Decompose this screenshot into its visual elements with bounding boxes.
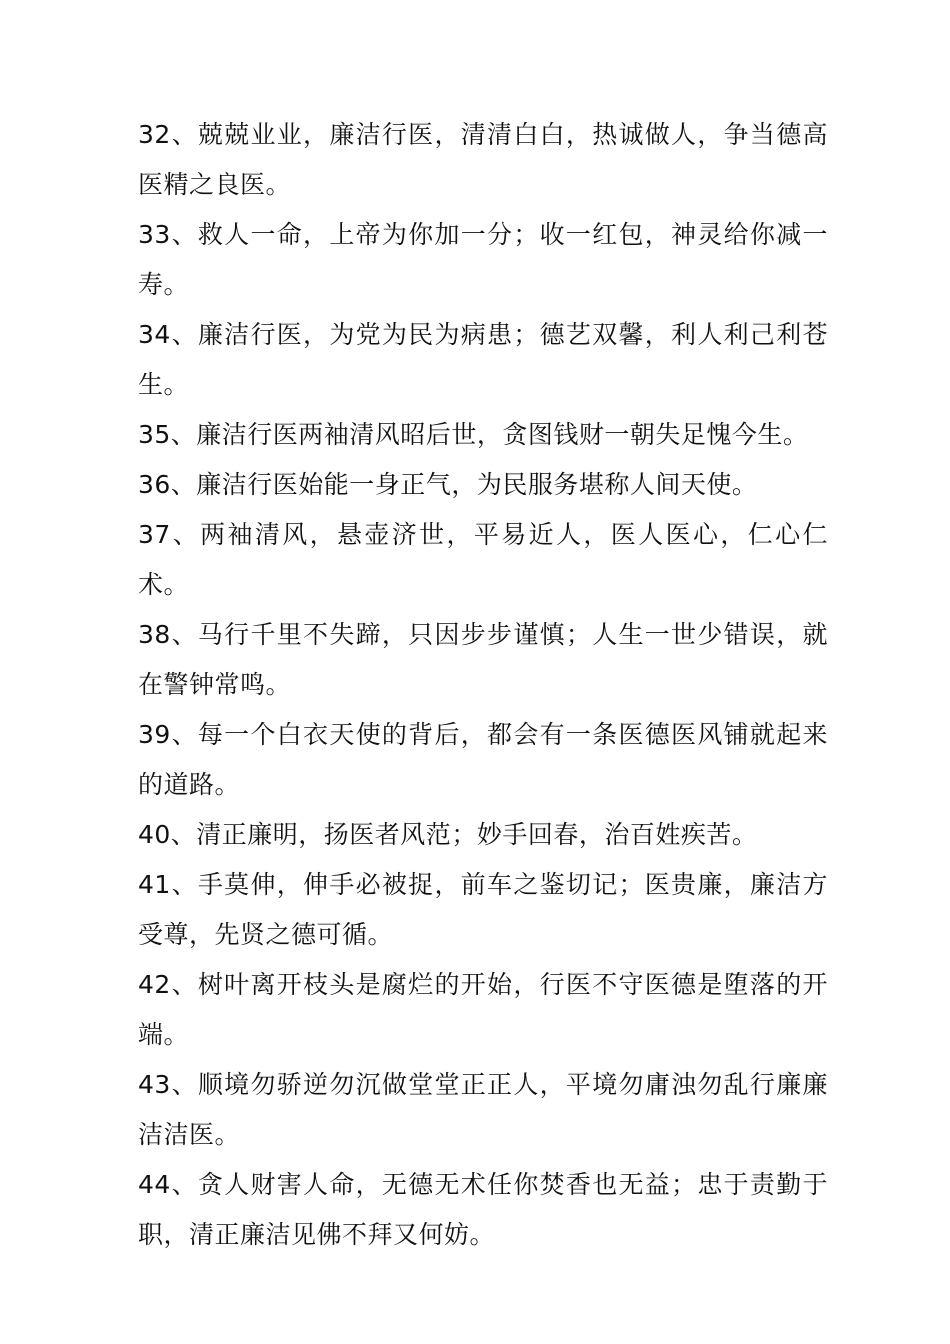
slogan-item-43: 43、顺境勿骄逆勿沉做堂堂正正人，平境勿庸浊勿乱行廉廉洁洁医。: [138, 1070, 828, 1149]
slogan-item-38: 38、马行千里不失蹄，只因步步谨慎；人生一世少错误，就在警钟常鸣。: [138, 620, 828, 699]
slogan-item-44: 44、贪人财害人命，无德无术任你焚香也无益；忠于责勤于职，清正廉洁见佛不拜又何妨。: [138, 1170, 828, 1249]
slogan-item-39: 39、每一个白衣天使的背后，都会有一条医德医风铺就起来的道路。: [138, 720, 828, 799]
slogan-item-37: 37、两袖清风，悬壶济世，平易近人，医人医心，仁心仁术。: [138, 520, 828, 599]
slogan-item-33: 33、救人一命，上帝为你加一分；收一红包，神灵给你减一寿。: [138, 220, 828, 299]
slogan-item-40: 40、清正廉明，扬医者风范；妙手回春，治百姓疾苦。: [138, 820, 758, 849]
slogan-item-34: 34、廉洁行医，为党为民为病患；德艺双馨，利人利己利苍生。: [138, 320, 828, 399]
slogan-item-41: 41、手莫伸，伸手必被捉，前车之鉴切记；医贵廉，廉洁方受尊，先贤之德可循。: [138, 870, 828, 949]
slogan-item-36: 36、廉洁行医始能一身正气，为民服务堪称人间天使。: [138, 470, 758, 499]
slogan-item-42: 42、树叶离开枝头是腐烂的开始，行医不守医德是堕落的开端。: [138, 970, 828, 1049]
slogan-item-32: 32、兢兢业业，廉洁行医，清清白白，热诚做人，争当德高医精之良医。: [138, 120, 828, 199]
slogan-list: [138, 110, 828, 1260]
slogan-item-35: 35、廉洁行医两袖清风昭后世，贪图钱财一朝失足愧今生。: [138, 420, 809, 449]
